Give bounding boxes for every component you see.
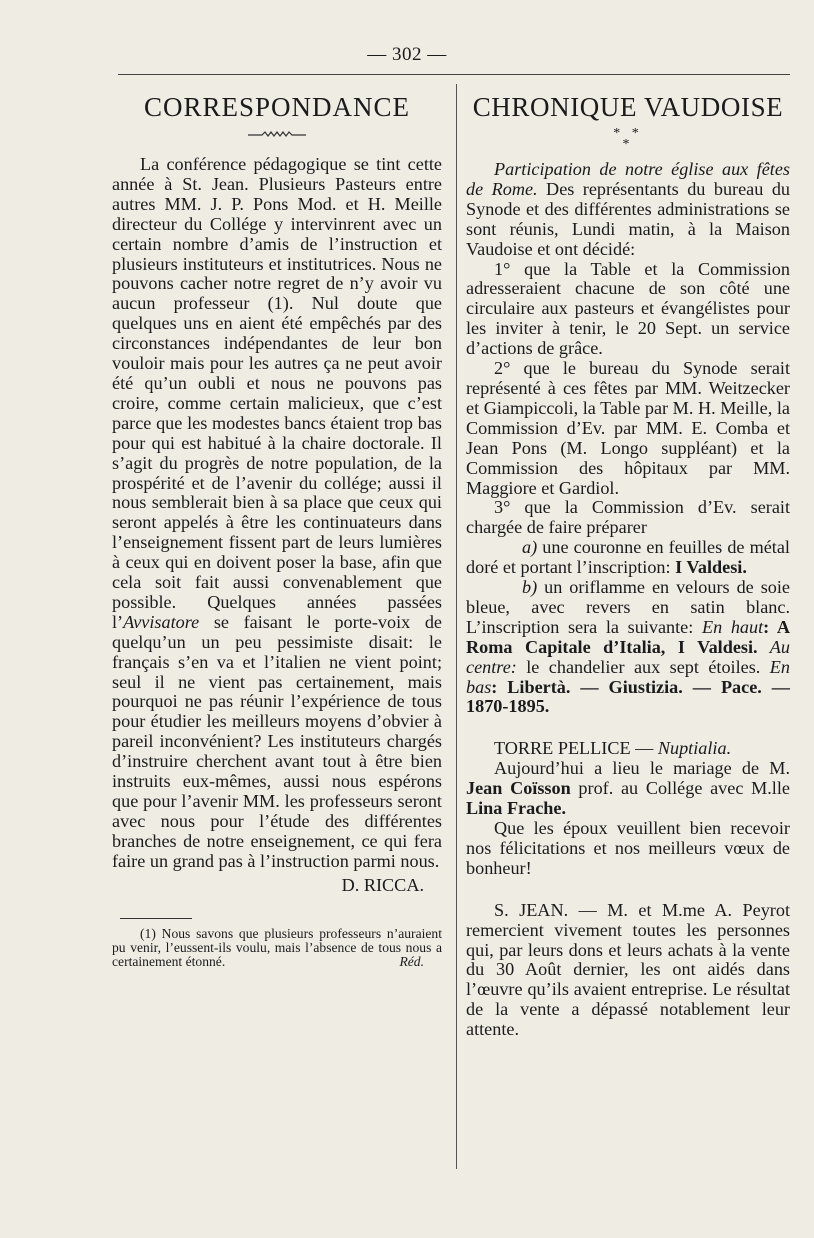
item-3a-paragraph: a) une couronne en feuilles de métal doré et portant l’inscription: I Valdesi. [466,537,790,578]
torre-pellice-wishes: Que les époux veuillent bien recevoir nos félicitations et nos meilleurs vœux de bonheur! [466,818,790,878]
footnote: (1) Nous savons que plusieurs professeurs n’auraient pu venir, l’eussent-ils voulu, mais l’absence de tous nous a certainement étonné. Réd. [112,925,442,970]
item-1-paragraph: 1° que la Table et la Commission adresseraient chacune de son côté une circulaire aux pasteurs et évangélistes pour les inviter à tenir, le 20 Sept. un service d’actions de grâce. [466,258,790,359]
ornament-squiggle-icon [248,129,306,139]
page-number: — 302 — [367,44,447,65]
signature: D. RICCA. [341,874,424,895]
header-rule [118,74,790,75]
left-column [112,92,442,970]
chronique-heading: CHRONIQUE VAUDOISE [472,92,784,122]
right-column [466,92,790,1040]
correspondance-body: La conférence pédagogique se tint cette année à St. Jean. Plusieurs Pasteurs entre autres MM. J. P. Pons Mod. et H. Meille directeur du Collége y intervinrent avec un certain nombre d’amis de l’instruction et plusieurs instituteurs et institutrices. Nous ne pouvons cacher notre regret de n’y avoir vu aucun professeur (1). Nul doute que quelques uns en aient été empêchés par des circonstances indépendantes de leur bon vouloir mais pour les autres ça ne peut avoir été qu’un oubli et nous ne pouvons pas croire, comme certain malicieux, que c’est parce que les modestes bancs étaient trop bas pour qui est habitué à la chaire doctorale. Il s’agit du progrès de notre population, de la prospérité et de l’avenir du collége; aussi il nous semblerait bien à sa place que ceux qui seront appelés à être les continuateurs dans l’enseignement fissent part de leurs lumières à ceux qui en doivent poser la base, afin que cela soit fait aussi convenablement que possible. Quelques années passées l’Avvisatore se faisant le porte-voix de quelqu’un un peu pessimiste disait: le français s’en va et l’italien ne vient point; seul il ne vient pas certainement, mais pourquoi ne pas réunir l’expérience de tous pour étudier les meilleurs moyens d’obvier à pareil inconvénient? Les instituteurs chargés d’instruire cherchent avant tout à être bien instruits eux-mêmes, aussi nous espérons que pour l’avenir MM. les professeurs seront avec nous pour l’étude des différentes branches de notre enseignement, ce qui fera faire un grand pas à l’instruction parmi nous. [112,154,442,871]
column-divider [456,84,457,1169]
asterism-ornament: * * * [613,126,643,152]
participation-paragraph: Participation de notre église aux fêtes de Rome. Des représentants du bureau du Synode et des différentes administrations se sont réunis, Lundi matin, à la Maison Vaudoise et ont décidé: [466,159,791,259]
torre-pellice-heading: TORRE PELLICE — Nuptialia. [494,738,732,759]
footnote-signature: Réd. [399,954,424,970]
item-3b-paragraph: b) un oriflamme en velours de soie bleue, avec revers en satin blanc. L’inscription sera la suivante: En haut: A Roma Capitale d’Italia, I Valdesi. Au centre: le chandelier aux sept étoiles. En bas: Libertà. — Giustizia. — Pace. — 1870-1895. [466,577,791,717]
item-2-paragraph: 2° que le bureau du Synode serait représenté à ces fêtes par MM. Weitzecker et Giampiccoli, la Table par M. H. Meille, la Commission d’Ev. par MM. E. Comba et Jean Pons (M. Longo suppléant) et la Commission des hôpitaux par MM. Maggiore et Gardiol. [466,358,790,498]
item-3-paragraph: 3° que la Commission d’Ev. serait chargée de faire préparer [466,497,790,538]
torre-pellice-paragraph: Aujourd’hui a lieu le mariage de M. Jean Coïsson prof. au Collége avec M.lle Lina Frache. [466,758,790,819]
st-jean-paragraph: S. JEAN. — M. et M.me A. Peyrot remercient vivement toutes les personnes qui, par leurs dons et leurs achats à la vente du 30 Août dernier, les ont aidés dans l’œuvre qu’ils avaient entreprise. Le résultat de la vente a dépassé notablement leur attente. [466,899,790,1040]
footnote-rule [120,918,192,919]
correspondance-heading: CORRESPONDANCE [143,92,411,122]
